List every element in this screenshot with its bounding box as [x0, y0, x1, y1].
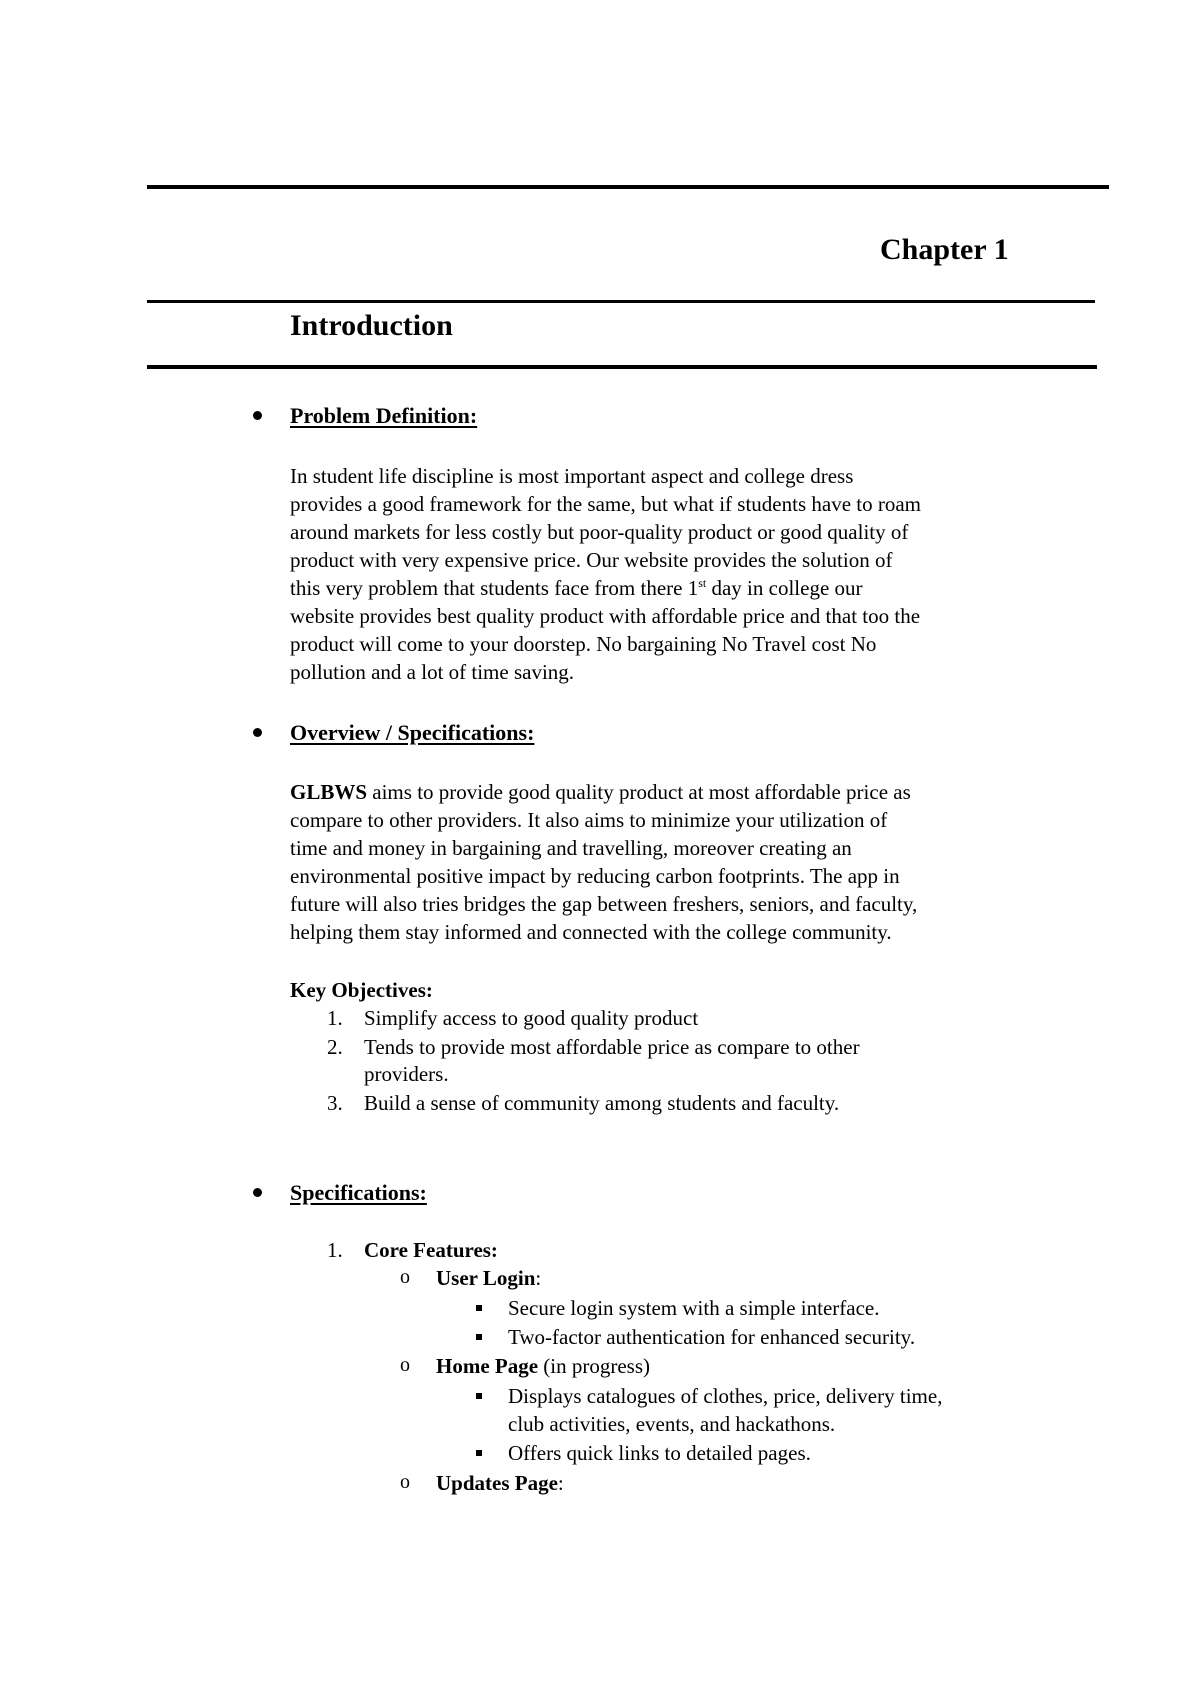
home-page-item [436, 1354, 650, 1379]
circle-bullet-icon: o [400, 1471, 410, 1493]
text-line: helping them stay informed and connected with the college community. [290, 920, 892, 944]
circle-bullet-icon: o [400, 1266, 410, 1288]
user-login-item [436, 1266, 541, 1291]
home-detail: Offers quick links to detailed pages. [508, 1441, 811, 1465]
text-line: In student life discipline is most important aspect and college dress [290, 464, 854, 488]
chapter-title: Introduction [290, 309, 453, 342]
bullet-icon [253, 411, 262, 420]
login-detail: Two-factor authentication for enhanced security. [508, 1325, 916, 1349]
home-page-label: Home Page [436, 1354, 539, 1378]
overview-paragraph [290, 778, 1035, 946]
product-name: GLBWS [290, 780, 368, 804]
objective-item: Tends to provide most affordable price as compare to other [364, 1035, 860, 1059]
text-segment: : [535, 1266, 542, 1290]
objective-item: Build a sense of community among students and faculty. [364, 1091, 840, 1115]
circle-bullet-icon: o [400, 1354, 410, 1376]
text-line: future will also tries bridges the gap between freshers, seniors, and faculty, [290, 892, 918, 916]
text-line [290, 778, 1035, 806]
text-line: product will come to your doorstep. No bargaining No Travel cost No [290, 632, 877, 656]
specifications-heading: Specifications: [290, 1180, 427, 1205]
bullet-icon [253, 1188, 262, 1197]
text-segment: this very problem that students face from there 1 [290, 576, 699, 600]
text-line: environmental positive impact by reducing carbon footprints. The app in [290, 864, 900, 888]
core-features-label: Core Features: [364, 1238, 498, 1262]
square-bullet-icon [476, 1450, 482, 1456]
overview-heading: Overview / Specifications: [290, 720, 535, 745]
login-detail: Secure login system with a simple interface. [508, 1296, 880, 1320]
top-rule [147, 185, 1109, 189]
mid-rule [147, 300, 1095, 303]
objectives-label: Key Objectives: [290, 978, 433, 1002]
updates-page-label: Updates Page [436, 1471, 558, 1495]
bottom-rule [147, 365, 1097, 369]
square-bullet-icon [476, 1393, 482, 1399]
text-line: product with very expensive price. Our website provides the solution of [290, 548, 893, 572]
text-line: website provides best quality product with affordable price and that too the [290, 604, 921, 628]
problem-heading: Problem Definition: [290, 403, 478, 428]
list-number: 3. [327, 1091, 343, 1115]
chapter-label: Chapter 1 [880, 233, 1009, 266]
text-segment: (in progress) [538, 1354, 651, 1378]
list-number: 1. [327, 1238, 343, 1262]
square-bullet-icon [476, 1305, 482, 1311]
home-detail: Displays catalogues of clothes, price, delivery time, [508, 1384, 943, 1408]
bullet-icon [253, 728, 262, 737]
problem-paragraph [290, 462, 1035, 686]
text-line: time and money in bargaining and travelling, moreover creating an [290, 836, 852, 860]
text-line [290, 574, 1035, 602]
text-line: provides a good framework for the same, but what if students have to roam [290, 492, 921, 516]
square-bullet-icon [476, 1334, 482, 1340]
objective-item: Simplify access to good quality product [364, 1006, 699, 1030]
text-segment: : [557, 1471, 564, 1495]
text-line: around markets for less costly but poor-quality product or good quality of [290, 520, 909, 544]
superscript: st [698, 576, 707, 590]
user-login-label: User Login [436, 1266, 536, 1290]
text-line: pollution and a lot of time saving. [290, 660, 575, 684]
objective-item-cont: providers. [364, 1062, 449, 1086]
list-number: 2. [327, 1035, 343, 1059]
updates-page-item [436, 1471, 564, 1496]
text-segment: day in college our [706, 576, 863, 600]
list-number: 1. [327, 1006, 343, 1030]
text-segment: aims to provide good quality product at most affordable price as [367, 780, 911, 804]
home-detail-cont: club activities, events, and hackathons. [508, 1412, 836, 1436]
text-line: compare to other providers. It also aims to minimize your utilization of [290, 808, 888, 832]
